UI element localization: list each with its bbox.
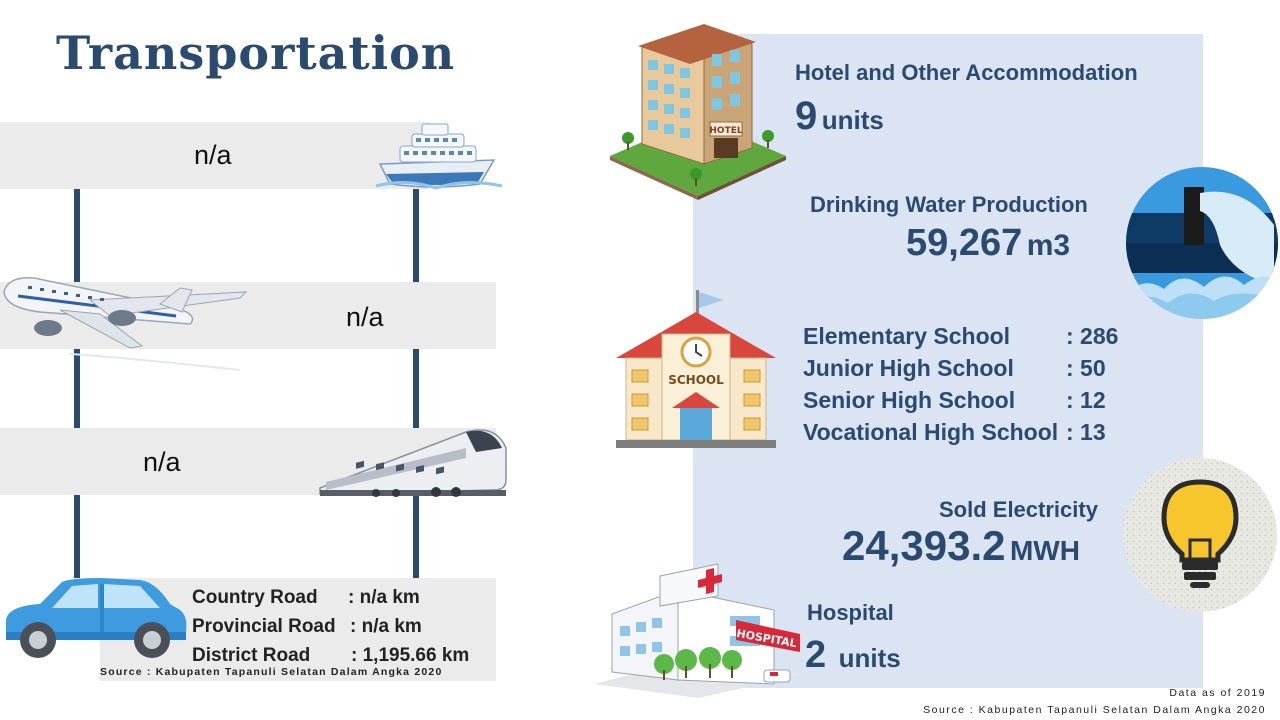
hotel-label: Hotel and Other Accommodation [795, 60, 1138, 85]
school-icon [612, 290, 780, 452]
road-value: : n/a km [348, 587, 420, 608]
electricity-number: 24,393.2 [842, 522, 1006, 569]
page-title: Transportation [56, 26, 456, 80]
road-value: : 1,195.66 km [351, 645, 470, 666]
electricity-value [842, 522, 1080, 570]
hotel-number: 9 [795, 94, 818, 138]
water-tap-icon [1124, 165, 1280, 321]
air-value: n/a [346, 302, 384, 332]
road-label: District Road [192, 645, 311, 666]
road-label: Provincial Road [192, 616, 336, 637]
car-icon [0, 576, 190, 662]
ship-icon [376, 116, 504, 192]
road-label: Country Road [192, 587, 318, 608]
school-label: Junior High School [803, 355, 1014, 381]
water-number: 59,267 [906, 222, 1023, 264]
transport-source: Source : Kabupaten Tapanuli Selatan Dalam Angka 2020 [100, 666, 443, 678]
hospital-label: Hospital [807, 600, 894, 625]
hotel-icon [608, 14, 788, 200]
school-value: : 12 [1066, 387, 1106, 413]
school-value: : 286 [1066, 323, 1119, 349]
sea-value: n/a [194, 140, 232, 170]
connector-line-right [413, 495, 419, 578]
hotel-sign: HOTEL [709, 126, 743, 136]
hospital-number: 2 [805, 634, 827, 676]
road-value: : n/a km [350, 616, 422, 637]
hospital-unit: units [838, 643, 901, 673]
hotel-unit: units [821, 105, 884, 135]
water-label: Drinking Water Production [810, 192, 1088, 217]
school-label: Senior High School [803, 387, 1016, 413]
water-value [906, 222, 1070, 265]
electricity-unit: MWH [1009, 535, 1080, 566]
school-value: : 50 [1066, 355, 1106, 381]
rail-value: n/a [143, 447, 181, 477]
school-value: : 13 [1066, 419, 1106, 445]
data-as-of: Data as of 2019 [1169, 687, 1266, 699]
connector-line-right [413, 349, 419, 428]
electricity-label: Sold Electricity [939, 497, 1098, 522]
train-icon [316, 418, 510, 498]
water-unit: m3 [1026, 229, 1071, 262]
hospital-value [805, 634, 901, 677]
hospital-sign: HOSPITAL [735, 626, 798, 651]
facilities-source: Source : Kabupaten Tapanuli Selatan Dalam Angka 2020 [923, 704, 1266, 716]
school-label: Elementary School [803, 323, 1011, 349]
school-sign: SCHOOL [668, 373, 724, 387]
hotel-value [795, 94, 884, 139]
connector-line-right [413, 189, 419, 282]
hospital-icon [594, 556, 806, 698]
light-bulb-icon [1120, 456, 1280, 614]
airplane-icon [0, 262, 250, 372]
connector-line-left [74, 495, 80, 578]
school-label: Vocational High School [803, 419, 1059, 445]
